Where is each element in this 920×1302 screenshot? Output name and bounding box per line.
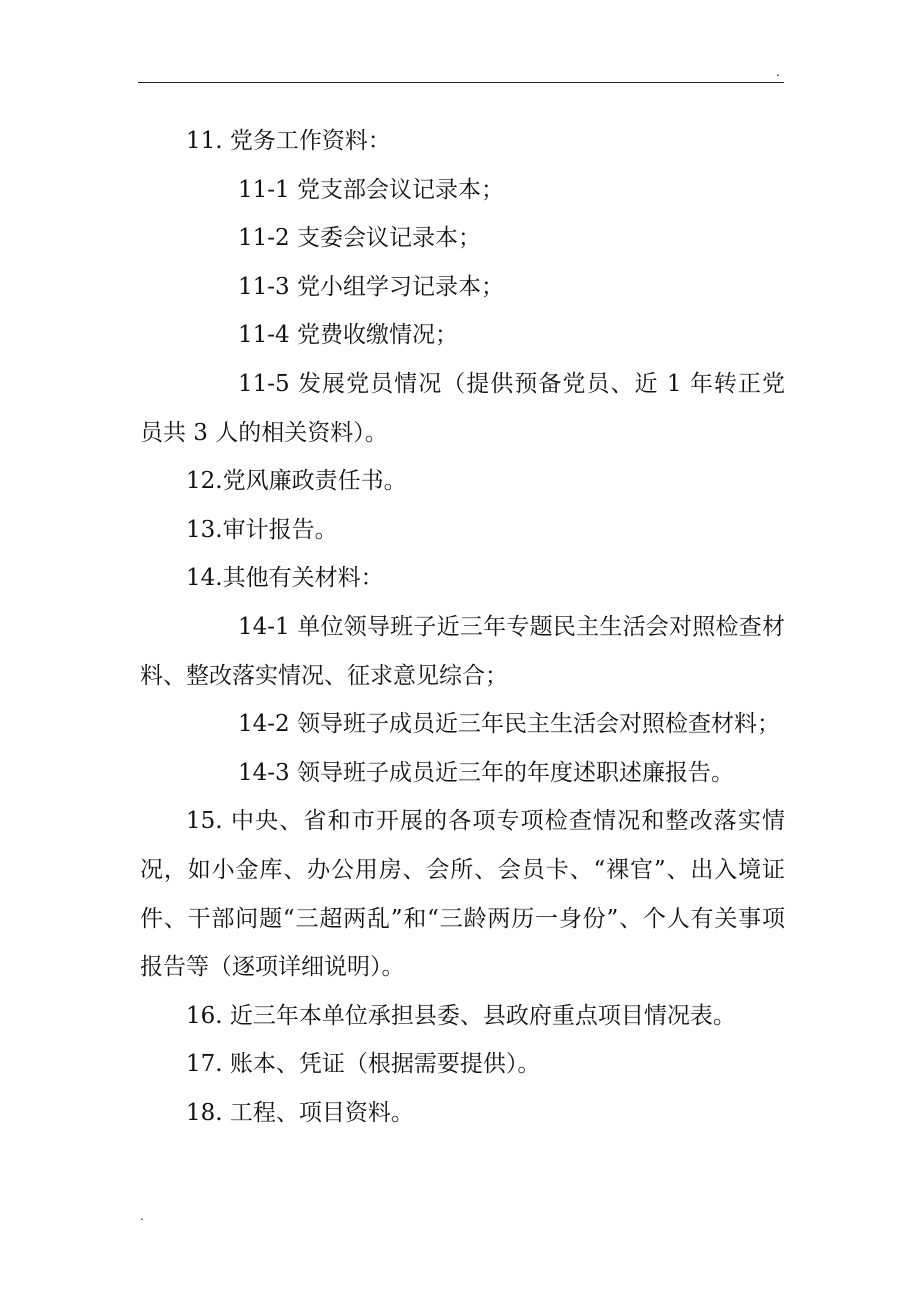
item-14-2: 14-2 领导班子成员近三年民主生活会对照检查材料； (238, 711, 780, 738)
item-13: 13.审计报告。 (186, 516, 338, 543)
item-14-3: 14-3 领导班子成员近三年的年度述职述廉报告。 (238, 759, 734, 786)
item-18: 18. 工程、项目资料。 (186, 1099, 414, 1126)
item-17: 17. 账本、凭证（根据需要提供）。 (186, 1051, 541, 1078)
footer-mark: . (140, 1209, 144, 1223)
header-rule (138, 82, 784, 83)
item-12: 12.党风廉政责任书。 (186, 468, 407, 495)
item-16: 16. 近三年本单位承担县委、县政府重点项目情况表。 (186, 1002, 736, 1029)
header-mark: . (776, 65, 780, 79)
item-11-2: 11-2 支委会议记录本； (238, 225, 481, 252)
item-11-heading: 11. 党务工作资料： (186, 128, 391, 154)
item-11-4: 11-4 党费收缴情况； (238, 322, 458, 349)
item-14-1: 14-1 单位领导班子近三年专题民主生活会对照检查材料、整改落实情况、征求意见综合； (140, 613, 785, 689)
document-body (140, 117, 785, 1137)
item-11-3: 11-3 党小组学习记录本； (238, 273, 504, 300)
item-15: 15. 中央、省和市开展的各项专项检查情况和整改落实情况，如小金库、办公用房、会所、会员卡、“裸官”、出入境证件、干部问题“三超两乱”和“三龄两历一身份”、个人有关事项报告等（逐项详细说明）。 (140, 808, 785, 981)
item-11-5: 11-5 发展党员情况（提供预备党员、近 1 年转正党员共 3 人的相关资料）。 (140, 370, 785, 446)
item-14-heading: 14.其他有关材料： (186, 565, 384, 592)
item-11-1: 11-1 党支部会议记录本； (238, 176, 504, 203)
